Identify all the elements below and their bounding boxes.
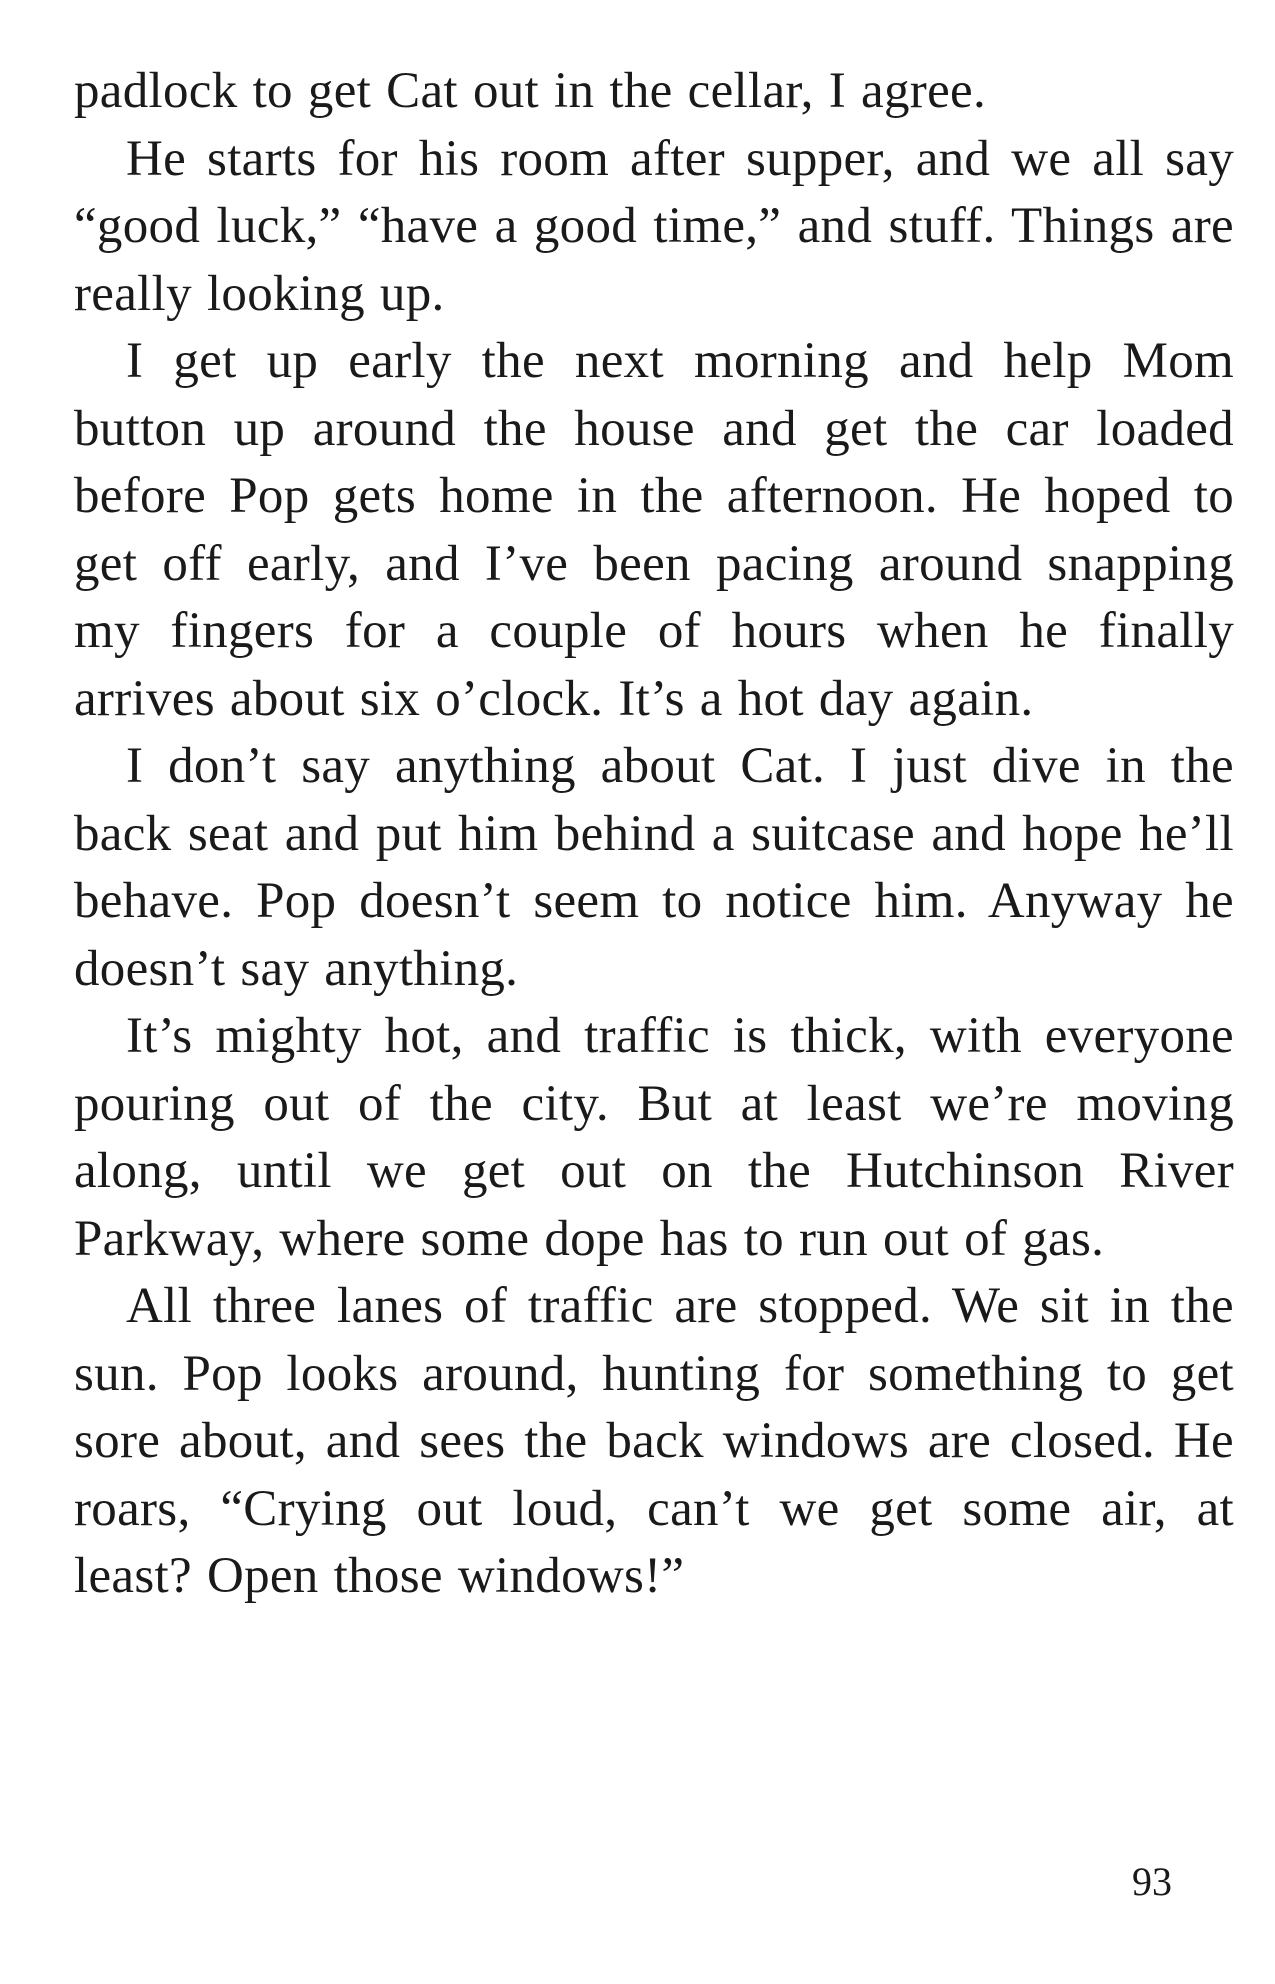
paragraph: All three lanes of traffic are stopped. We sit in the sun. Pop looks around, hunting for something to get sore about, and sees the back windows are closed. He roars, “Crying out loud, can’t we get some air, at least? Open those windows!” — [74, 1278, 1234, 1604]
paragraph-continued: padlock to get Cat out in the cellar, I agree. — [74, 63, 986, 119]
page-number: 93 — [1132, 1859, 1172, 1904]
paragraph: It’s mighty hot, and traffic is thick, with everyone pouring out of the city. But at least we’re moving along, until we get out on the Hutchinson River Parkway, where some dope has to run out of gas. — [74, 1008, 1234, 1267]
paragraph: I get up early the next morning and help Mom button up around the house and get the car loaded before Pop gets home in the afternoon. He hoped to get off early, and I’ve been pacing around snapping my fingers for a couple of hours when he finally arrives about six o’clock. It’s a hot day again. — [74, 333, 1234, 727]
book-page-text — [74, 58, 1234, 1611]
paragraph: I don’t say anything about Cat. I just dive in the back seat and put him behind a suitcase and hope he’ll behave. Pop doesn’t seem to notice him. Anyway he doesn’t say anything. — [74, 738, 1234, 997]
paragraph: He starts for his room after supper, and we all say “good luck,” “have a good time,” and stuff. Things are really looking up. — [74, 130, 1234, 322]
